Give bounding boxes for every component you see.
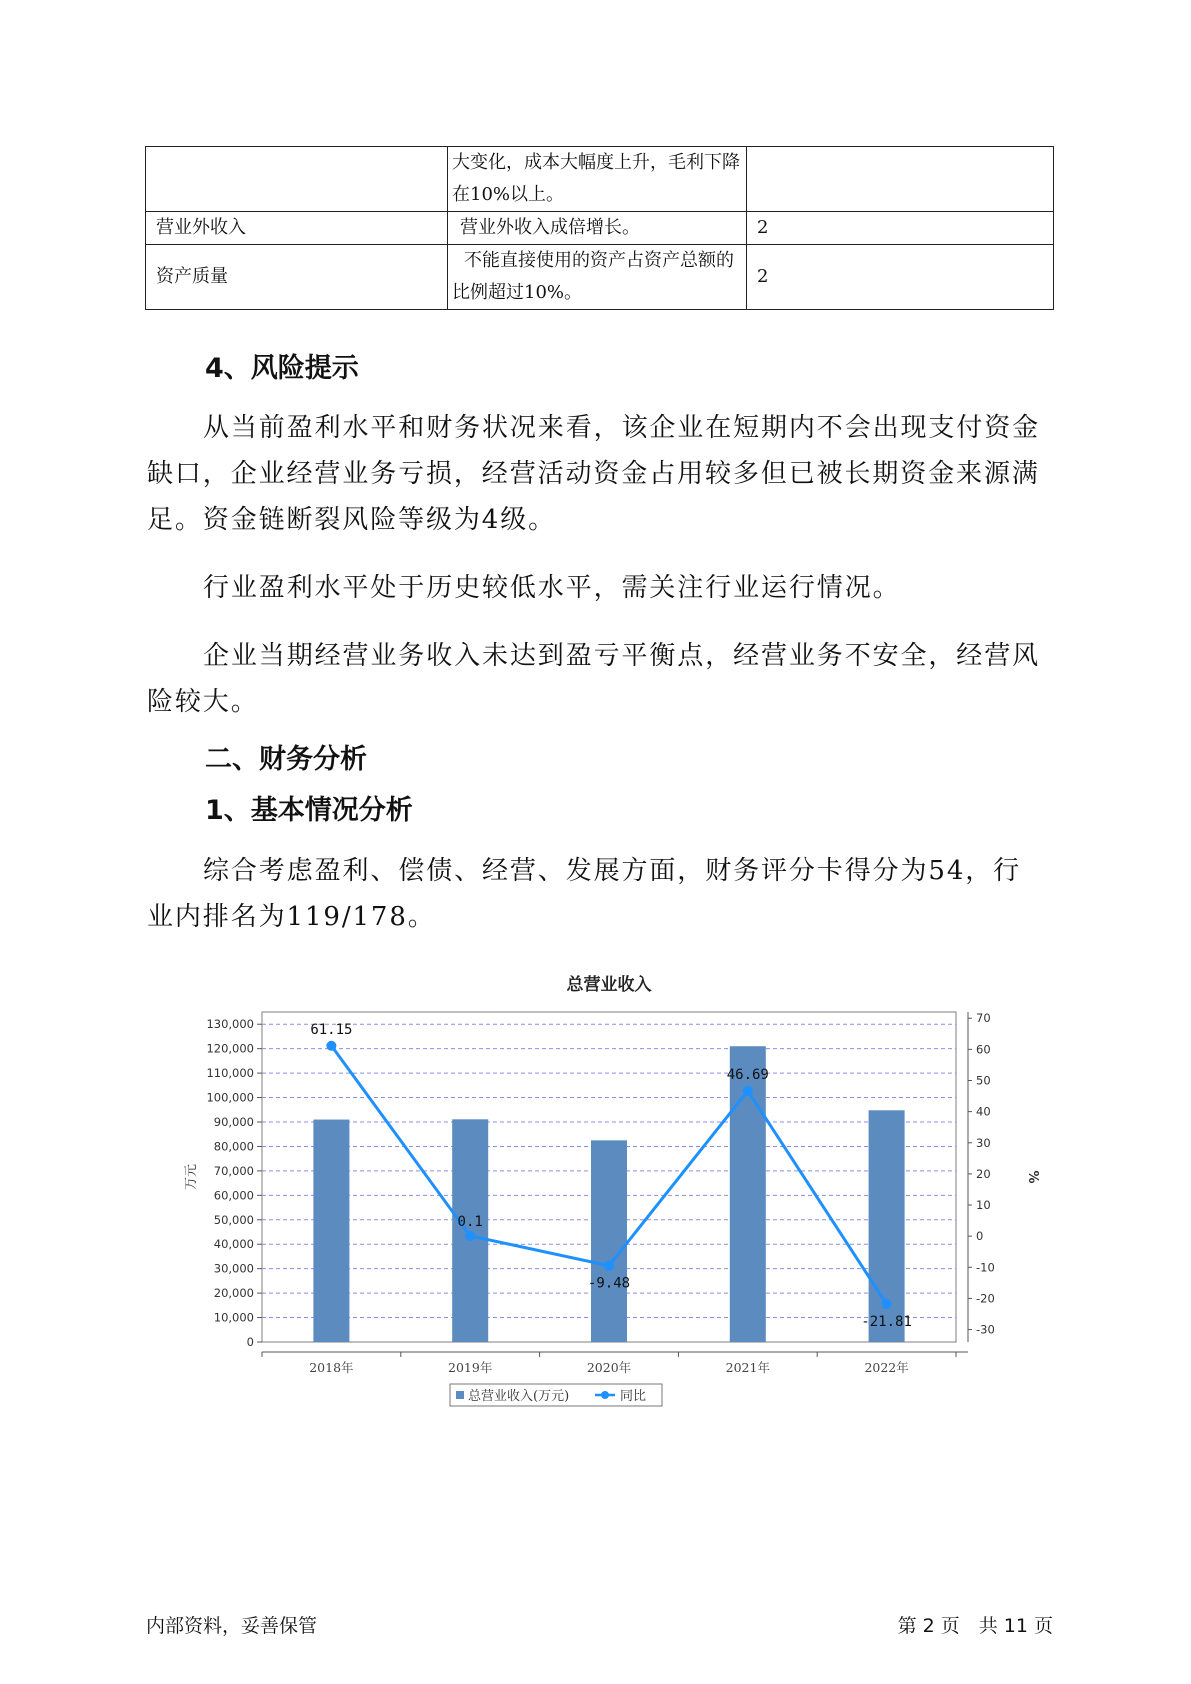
y2-tick-label: -10: [976, 1260, 995, 1275]
x-tick-label: 2021年: [725, 1360, 770, 1375]
criteria-table: [145, 146, 1054, 310]
x-tick-label: 2019年: [448, 1360, 493, 1375]
x-tick-label: 2018年: [309, 1360, 354, 1375]
section-heading-finance: 二、财务分析: [205, 744, 367, 775]
y-tick-label: 30,000: [213, 1261, 254, 1276]
section-heading-risk: 4、风险提示: [205, 353, 359, 384]
footer-page-number: 第 2 页 共 11 页: [897, 1615, 1053, 1637]
yoy-point: [604, 1261, 614, 1271]
y2-tick-label: 40: [976, 1104, 991, 1119]
y-tick-label: 110,000: [206, 1066, 254, 1081]
legend-swatch-bar: [456, 1391, 464, 1399]
y2-tick-label: 50: [976, 1073, 991, 1088]
y2-tick-label: -20: [976, 1291, 995, 1306]
y-tick-label: 130,000: [206, 1017, 254, 1032]
y2-tick-label: 60: [976, 1042, 991, 1057]
y-tick-label: 40,000: [213, 1237, 254, 1252]
y2-axis-label: %: [1025, 1170, 1040, 1184]
yoy-point: [743, 1086, 753, 1096]
y-tick-label: 70,000: [213, 1163, 254, 1178]
paragraph-risk-1: 从当前盈利水平和财务状况来看，该企业在短期内不会出现支付资金缺口，企业经营业务亏损，经营活动资金占用较多但已被长期资金来源满足。资金链断裂风险等级为4级。: [147, 413, 1041, 535]
table-cell: 营业外收入: [146, 212, 448, 245]
y2-tick-label: 30: [976, 1135, 991, 1150]
bar: [452, 1119, 488, 1342]
y2-tick-label: 70: [976, 1011, 991, 1026]
y2-tick-label: 10: [976, 1198, 991, 1213]
y-tick-label: 120,000: [206, 1041, 254, 1056]
yoy-point: [465, 1231, 475, 1241]
y-tick-label: 10,000: [213, 1310, 254, 1325]
y-tick-label: 20,000: [213, 1286, 254, 1301]
table-cell: 营业外收入成倍增长。: [448, 212, 747, 245]
x-tick-label: 2020年: [586, 1360, 632, 1375]
table-cell: 资产质量: [146, 245, 448, 310]
legend-label-bar: 总营业收入(万元): [468, 1389, 570, 1404]
paragraph-risk-3: 企业当期经营业务收入未达到盈亏平衡点，经营业务不安全，经营风险较大。: [147, 641, 1041, 717]
y-tick-label: 90,000: [213, 1115, 254, 1129]
yoy-point: [326, 1041, 336, 1051]
paragraph-score: 综合考虑盈利、偿债、经营、发展方面，财务评分卡得分为54，行业内排名为119/178。: [147, 856, 1022, 932]
paragraph-risk-2: 行业盈利水平处于历史较低水平，需关注行业运行情况。: [203, 573, 901, 603]
table-cell: 2: [747, 245, 1054, 310]
table-row: [146, 147, 1054, 212]
table-cell: 2: [747, 212, 1054, 245]
y2-tick-label: 20: [976, 1166, 991, 1181]
section-subheading-basic: 1、基本情况分析: [205, 795, 413, 826]
footer-confidential: 内部资料，妥善保管: [146, 1615, 318, 1637]
table-row: [146, 245, 1054, 310]
y2-tick-label: -30: [976, 1322, 995, 1337]
x-tick-label: 2022年: [864, 1360, 909, 1375]
y-tick-label: 100,000: [206, 1090, 254, 1105]
legend-swatch-dot: [601, 1391, 609, 1399]
data-label: 0.1: [457, 1213, 483, 1230]
revenue-chart: [180, 960, 1040, 1420]
table-cell: [146, 147, 448, 212]
data-label: 61.15: [310, 1021, 353, 1038]
data-label: -9.48: [587, 1275, 631, 1292]
y-axis-label: 万元: [184, 1163, 199, 1191]
yoy-point: [882, 1299, 892, 1309]
legend-label-line: 同比: [620, 1389, 647, 1404]
table-cell: 不能直接使用的资产占资产总额的比例超过10%。: [448, 245, 747, 310]
chart-title: 总营业收入: [566, 975, 652, 995]
table-row: [146, 212, 1054, 245]
data-label: -21.81: [861, 1314, 912, 1331]
y-tick-label: 50,000: [213, 1212, 254, 1227]
table-cell: 大变化，成本大幅度上升，毛利下降在10%以上。: [448, 147, 747, 212]
y-tick-label: 80,000: [213, 1139, 254, 1154]
table-cell: [747, 147, 1054, 212]
bar: [591, 1140, 627, 1342]
bar: [313, 1120, 349, 1342]
y2-tick-label: 0: [976, 1229, 984, 1244]
y-tick-label: 0: [246, 1335, 254, 1349]
data-label: 46.69: [726, 1066, 769, 1083]
y-tick-label: 60,000: [213, 1188, 254, 1203]
